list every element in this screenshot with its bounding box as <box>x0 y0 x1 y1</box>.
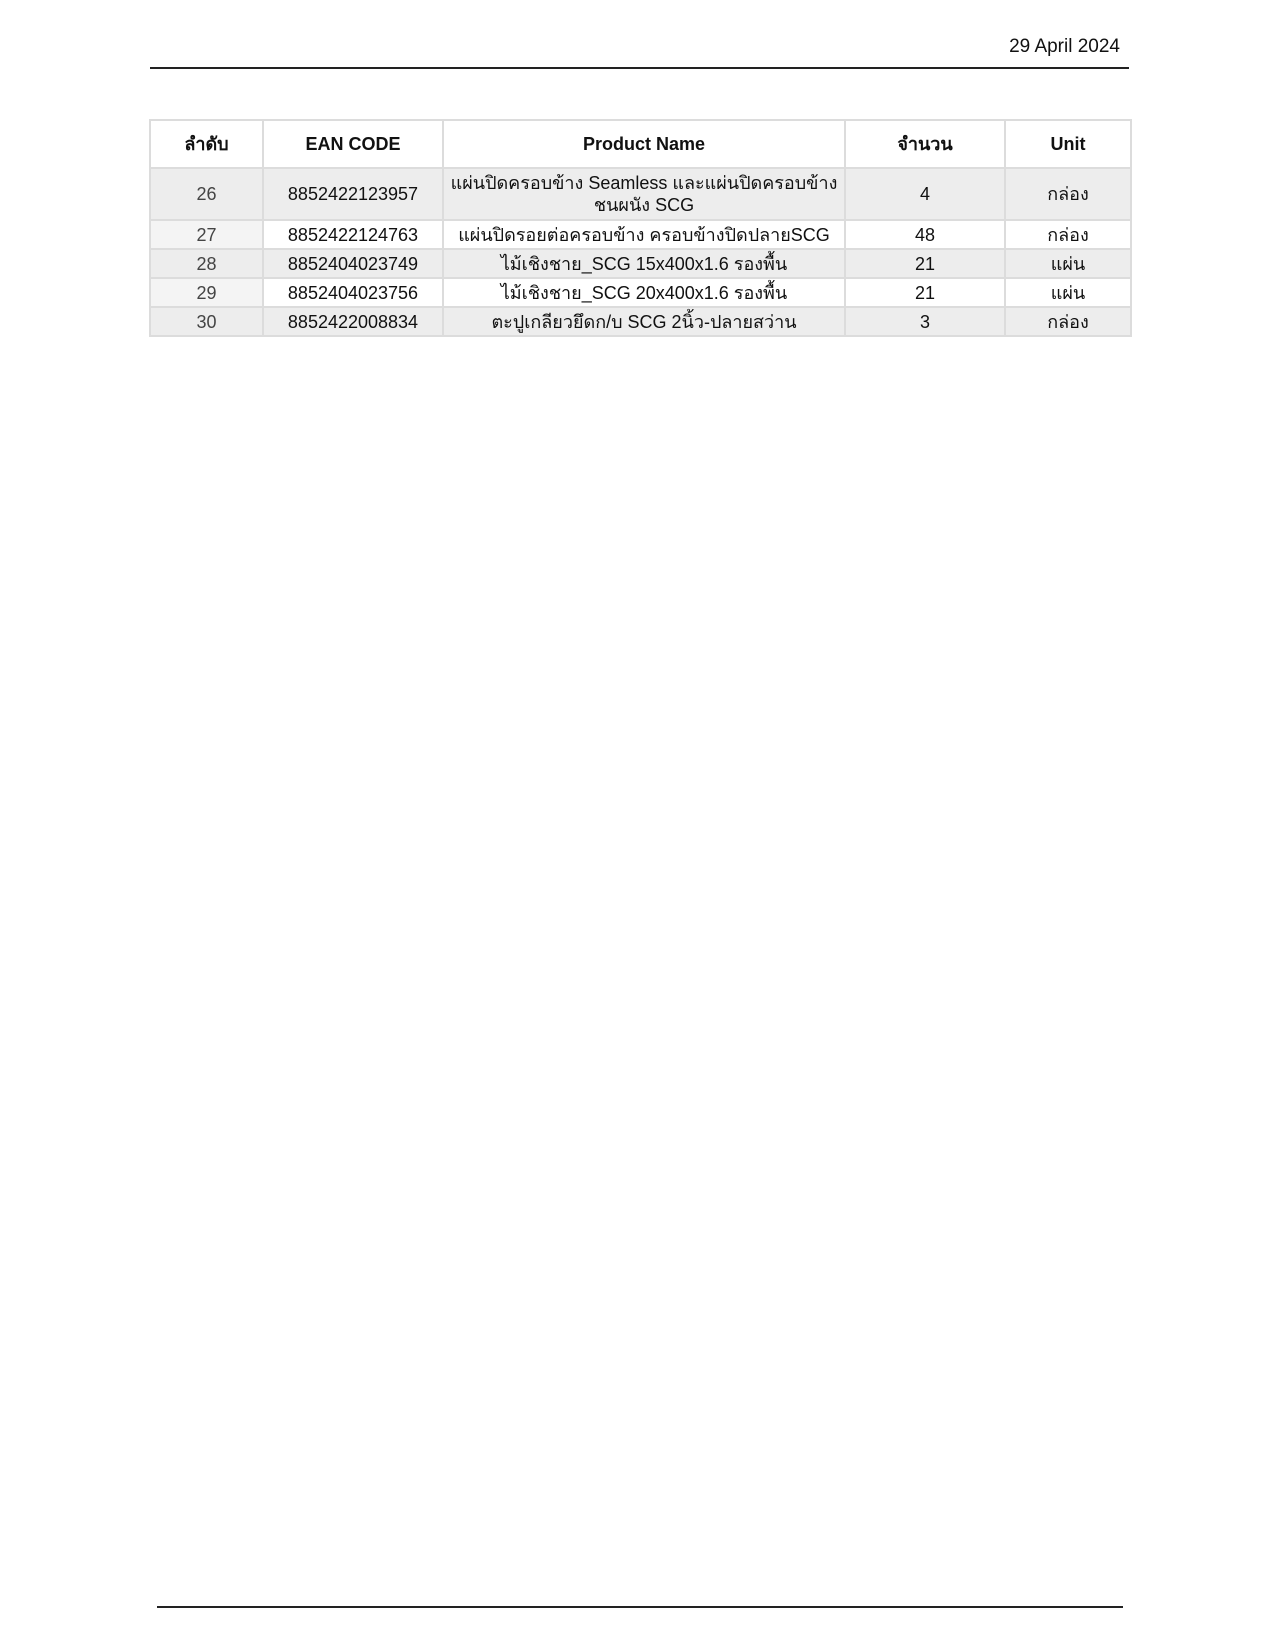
product-name: แผ่นปิดครอบข้าง Seamless และแผ่นปิดครอบข้างชนผนัง SCG <box>443 168 845 220</box>
product-name: ไม้เชิงชาย_SCG 20x400x1.6 รองพื้น <box>443 278 845 307</box>
row-number: 28 <box>150 249 263 278</box>
table-header-row <box>150 120 1131 168</box>
ean-code: 8852404023756 <box>263 278 443 307</box>
header-divider <box>150 67 1129 69</box>
quantity: 48 <box>845 220 1005 249</box>
table-row <box>150 220 1131 249</box>
unit: กล่อง <box>1005 307 1131 336</box>
column-header-product-name: Product Name <box>443 120 845 168</box>
product-table <box>149 119 1132 337</box>
table-row <box>150 307 1131 336</box>
unit: กล่อง <box>1005 220 1131 249</box>
quantity: 21 <box>845 249 1005 278</box>
table-row <box>150 168 1131 220</box>
row-number: 29 <box>150 278 263 307</box>
document-date: 29 April 2024 <box>1009 36 1120 57</box>
ean-code: 8852404023749 <box>263 249 443 278</box>
column-header-no: ลำดับ <box>150 120 263 168</box>
column-header-quantity: จำนวน <box>845 120 1005 168</box>
quantity: 3 <box>845 307 1005 336</box>
unit: แผ่น <box>1005 249 1131 278</box>
ean-code: 8852422124763 <box>263 220 443 249</box>
table-row <box>150 278 1131 307</box>
unit: กล่อง <box>1005 168 1131 220</box>
product-name: ไม้เชิงชาย_SCG 15x400x1.6 รองพื้น <box>443 249 845 278</box>
row-number: 27 <box>150 220 263 249</box>
row-number: 30 <box>150 307 263 336</box>
quantity: 21 <box>845 278 1005 307</box>
row-number: 26 <box>150 168 263 220</box>
product-name: แผ่นปิดรอยต่อครอบข้าง ครอบข้างปิดปลายSCG <box>443 220 845 249</box>
column-header-ean: EAN CODE <box>263 120 443 168</box>
column-header-unit: Unit <box>1005 120 1131 168</box>
ean-code: 8852422008834 <box>263 307 443 336</box>
footer-divider <box>157 1606 1123 1608</box>
unit: แผ่น <box>1005 278 1131 307</box>
table-row <box>150 249 1131 278</box>
ean-code: 8852422123957 <box>263 168 443 220</box>
product-name: ตะปูเกลียวยึดก/บ SCG 2นิ้ว-ปลายสว่าน <box>443 307 845 336</box>
quantity: 4 <box>845 168 1005 220</box>
